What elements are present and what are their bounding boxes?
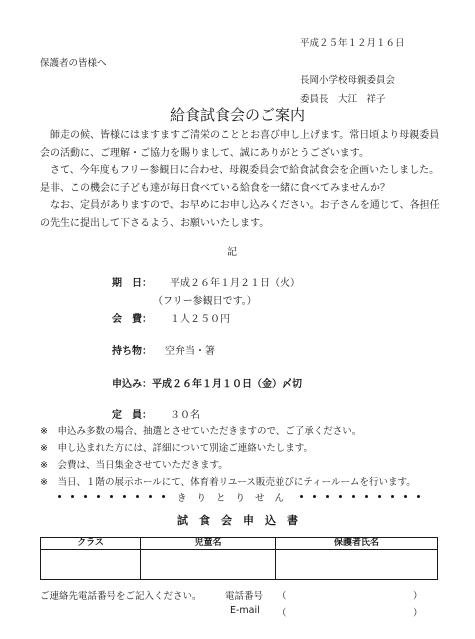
cut-line-dot xyxy=(71,495,74,498)
recipient: 保護者の皆様へ xyxy=(40,58,107,69)
capacity-value: ３０名 xyxy=(170,410,200,421)
capacity-label: 定 員： xyxy=(112,410,152,421)
page-title: 給食試食会のご案内 xyxy=(169,106,305,124)
email-paren-close: ） xyxy=(413,608,423,619)
cut-line-label: きりとりせん xyxy=(177,493,295,504)
bring-label: 持ち物： xyxy=(112,346,152,357)
cut-line-dot xyxy=(378,495,381,498)
ki-heading: 記 xyxy=(227,247,237,258)
cut-line-dot xyxy=(326,495,329,498)
phone-paren-close: ） xyxy=(413,591,423,602)
child-name-field[interactable] xyxy=(141,550,276,580)
fee-label: 会 費： xyxy=(112,314,152,325)
cut-line-dot xyxy=(300,495,303,498)
note-item: ※ 当日、１階の展示ホールにて、体育着リユース販売並びにティールームを行います。 xyxy=(40,477,416,488)
application-table xyxy=(40,537,438,580)
fee-value: １人２５０円 xyxy=(170,314,230,325)
cut-line-dot xyxy=(110,495,113,498)
form-title: 試 食 会 申 込 書 xyxy=(177,514,298,527)
note-item: ※ 申し込まれた方には、詳細について別途ご連絡いたします。 xyxy=(40,443,314,454)
apply-deadline: 申込み：平成２６年１月１０日（金）〆切 xyxy=(112,379,302,390)
cut-line-dot xyxy=(162,495,165,498)
announcement-paragraph: さて、今年度もフリー参観日に合わせ、母親委員会で給食試食会を企画いたしました。是非、この機会に子ども達が毎日食べている給食を一緒に食べてみませんか？ xyxy=(40,165,440,194)
cut-line-dot xyxy=(136,495,139,498)
cut-line-dot xyxy=(417,495,420,498)
phone-field[interactable] xyxy=(290,586,410,600)
email-field[interactable] xyxy=(290,603,410,617)
contact-request: ご連絡先電話番号をご記入ください。 xyxy=(40,591,202,602)
column-header-guardian-name: 保護者氏名 xyxy=(276,538,438,550)
column-header-class: クラス xyxy=(41,538,141,550)
phone-paren-open: （ xyxy=(277,591,287,602)
greeting-paragraph: 師走の候、皆様にはますますご清栄のこととお喜び申し上げます。常日頃より母親委員会の活動に、ご理解・ご協力を賜りまして、誠にありがとうございます。 xyxy=(40,130,440,159)
cut-line-dot xyxy=(339,495,342,498)
table-row xyxy=(41,550,438,580)
sender-organization: 長岡小学校母親委員会 xyxy=(300,75,396,86)
cut-line-dot xyxy=(149,495,152,498)
cut-line-dot xyxy=(404,495,407,498)
cut-line-dot xyxy=(97,495,100,498)
document-date: 平成２５年１２月１６日 xyxy=(300,38,405,49)
note-item: ※ 申込み多数の場合、抽選とさせていただきますので、ご了承ください。 xyxy=(40,426,362,437)
bring-value: 空弁当・箸 xyxy=(165,346,215,357)
class-field[interactable] xyxy=(41,550,141,580)
date-label: 期 日： xyxy=(112,278,152,289)
cut-line-dot xyxy=(352,495,355,498)
email-paren-open: （ xyxy=(277,608,287,619)
cut-line-dot xyxy=(313,495,316,498)
cut-line-dot xyxy=(58,495,61,498)
sender-name: 委員長 大江 祥子 xyxy=(300,94,386,105)
cut-line-dot xyxy=(365,495,368,498)
phone-label: 電話番号 xyxy=(225,591,264,602)
email-label: E-mail xyxy=(230,605,260,616)
guardian-name-field[interactable] xyxy=(276,550,438,580)
column-header-child-name: 児童名 xyxy=(141,538,276,550)
table-header-row xyxy=(41,538,438,550)
date-value: 平成２６年１月２１日（火） xyxy=(170,278,300,289)
note-item: ※ 会費は、当日集金させていただきます。 xyxy=(40,460,228,471)
cut-line-dot xyxy=(84,495,87,498)
cut-line-dot xyxy=(391,495,394,498)
cut-line-dot xyxy=(123,495,126,498)
request-paragraph: なお、定員がありますので、お早めにお申し込みください。お子さんを通じて、各担任の先生に提出して下さるよう、お願いいたします。 xyxy=(40,200,440,229)
date-note: （フリー参観日です。） xyxy=(153,296,257,307)
